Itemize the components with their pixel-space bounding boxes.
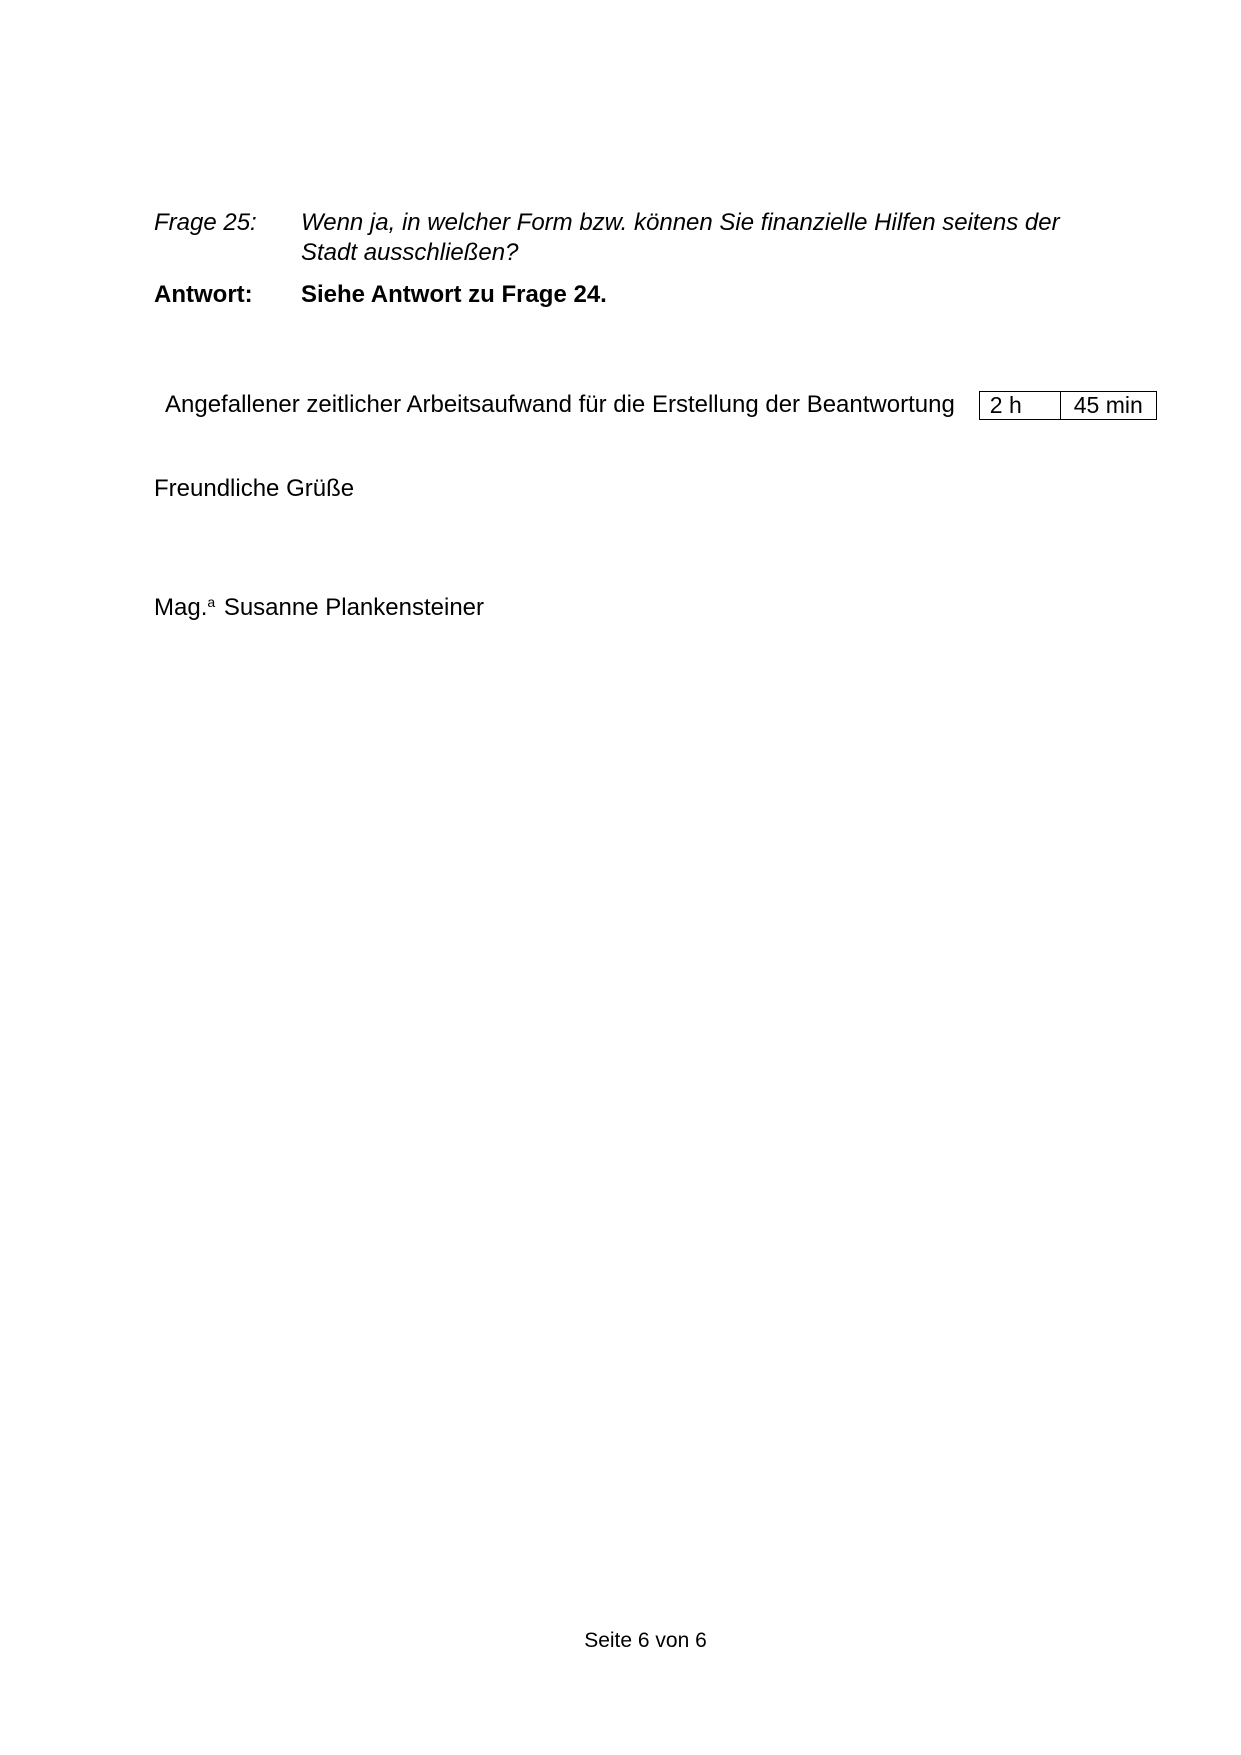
effort-minutes: 45 min — [1073, 391, 1143, 418]
answer-text: Siehe Antwort zu Frage 24. — [301, 281, 607, 308]
qa-block — [154, 208, 1114, 310]
question-text: Wenn ja, in welcher Form bzw. können Sie finanzielle Hilfen seitens der Stadt ausschließen? — [301, 209, 1060, 266]
answer-row — [154, 280, 1114, 310]
signature-name — [154, 587, 484, 623]
effort-label: Angefallener zeitlicher Arbeitsaufwand für die Erstellung der Beantwortung — [165, 391, 955, 418]
question-label: Frage 25: — [154, 209, 257, 236]
closing-greeting: Freundliche Grüße — [154, 475, 355, 502]
answer-label: Antwort: — [154, 281, 253, 308]
page-footer: Seite 6 von 6 — [584, 1629, 707, 1652]
question-row — [154, 208, 1114, 268]
effort-table — [979, 391, 1157, 420]
effort-row — [165, 390, 1157, 420]
effort-hours: 2 h — [980, 392, 1061, 419]
signature-title: Mag. — [154, 594, 208, 621]
signature-person: Susanne Plankensteiner — [223, 594, 485, 621]
signature-title-superscript: a — [207, 594, 216, 610]
